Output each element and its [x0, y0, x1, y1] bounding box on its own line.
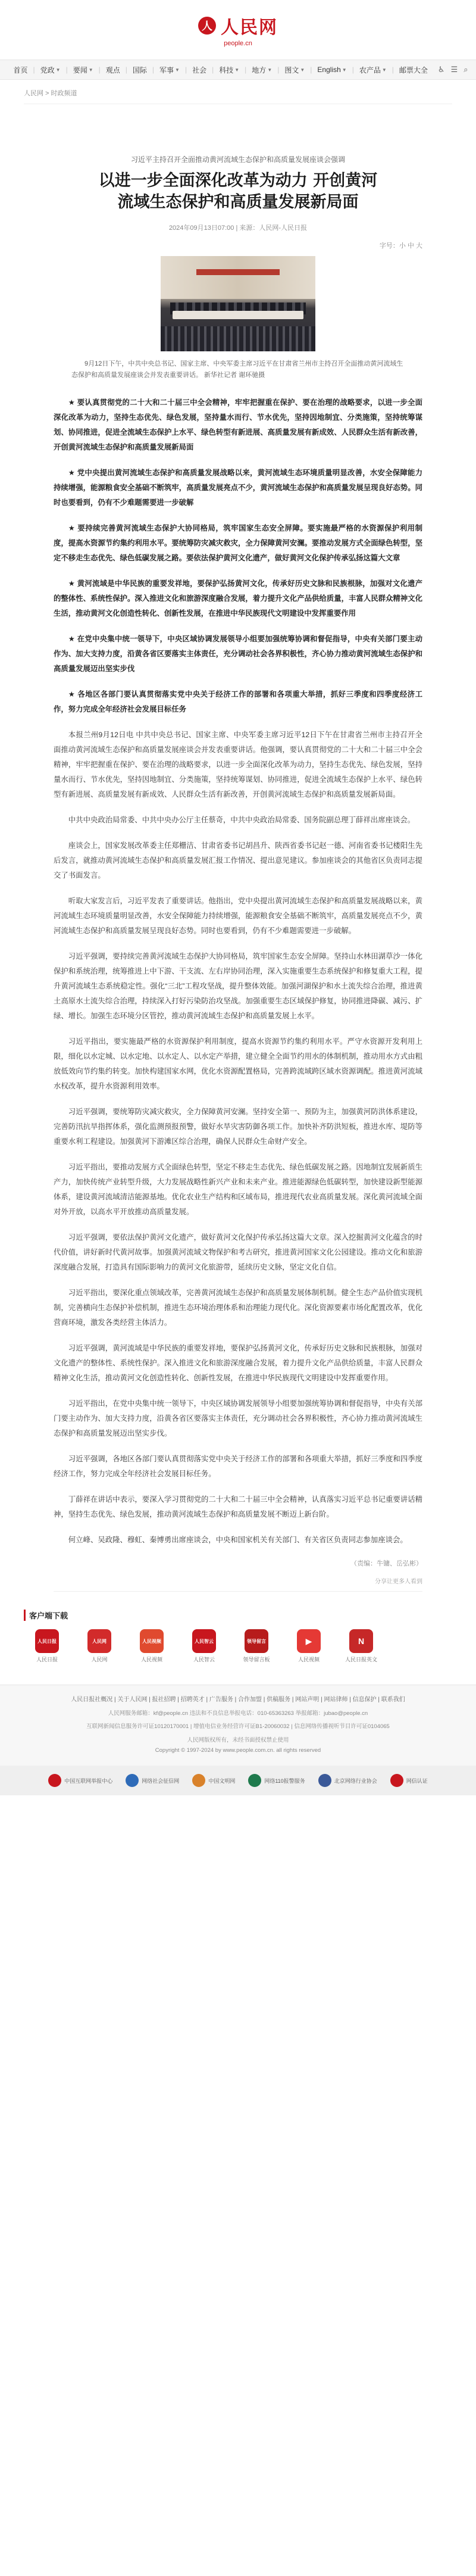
body-paragraph: 习近平指出，在党中央集中统一领导下，中央区域协调发展领导小组要加强统筹协调和督促指导，中央有关部门要主动作为、加大支持力度，沿黄各省区要落实主体责任，充分调动社会各界积极性，齐心协力推动黄河流域生态保护和高质量发展迈出坚实步伐。 — [54, 1399, 422, 1437]
body-paragraph: 习近平指出，要推动发展方式全面绿色转型，坚定不移走生态优先、绿色低碳发展之路。因地制宜发展新质生产力，加快传统产业转型升级，大力发展战略性新兴产业和未来产业。推进能源绿色低碳转型，加快建设新型能源体系，建设黄河流域清洁能源基地。优化农业生产结构和区域布局，推进现代农业高质量发展。深化黄河流域全面对外开放，以高水平开放推动高质量发展。 — [54, 1163, 422, 1216]
body-paragraph: 本报兰州9月12日电 中共中央总书记、国家主席、中央军委主席习近平12日下午在甘肃省兰州市主持召开全面推动黄河流域生态保护和高质量发展座谈会并发表重要讲话。他强调，要认真贯彻党的二十大和二十届三中全会精神，牢牢把握重在保护、要在治理的战略要求，以进一步全面深化改革为动力，坚持生态优先、绿色发展，坚持量水而行、节水优先，坚持因地制宜、分类施策，坚持统筹谋划、协同推进，促进全流域生态保护上水平、绿色转型有新进展、高质量发展有新成效、人民群众生活有新改善，开创黄河流域生态保护和高质量发展新局面。 — [54, 731, 422, 799]
body-paragraph: 习近平强调，要持续完善黄河流域生态保护大协同格局，筑牢国家生态安全屏障。坚持山水林田湖草沙一体化保护和系统治理，统筹推进上中下游、干支流、左右岸协同治理，深入实施重要生态系统保护和修复重大工程，提升黄河流域生态系统稳定性。强化“三北”工程攻坚战，提升整体效能。加强河湖保护和水土流失综合治理，推进黄土高原水土流失综合治理，持续深入打好污染防治攻坚战。加强重要生态区域保护修复，协同推进降碳、减污、扩绿、增长。加强生态环境分区管控，推动黄河流域生态保护和高质量发展上水平。 — [54, 952, 422, 1020]
app-label: 人民日报英文 — [345, 1657, 377, 1663]
body-paragraph: 习近平强调，黄河流域是中华民族的重要发祥地，要保护弘扬黄河文化，传承好历史文脉和民族根脉，加强对文化遗产的整体性、系统性保护。深入推进文化和旅游深度融合发展，着力提升文化产品供给质量，丰富人民群众精神文化生活，推动黄河文化创造性转化、创新性发展，在推进中华民族现代文明建设中发挥重要作用。 — [54, 1344, 422, 1382]
chevron-down-icon: ▼ — [267, 67, 273, 73]
nav-item[interactable]: 军事 ▼ — [159, 66, 180, 74]
footer-badge[interactable] — [48, 1774, 112, 1787]
app-download-item[interactable] — [286, 1629, 332, 1663]
nav-divider: | — [277, 66, 280, 74]
app-icon: 领导留言 — [245, 1629, 268, 1653]
nav-item[interactable]: English ▼ — [317, 66, 347, 74]
badge-emblem-icon — [318, 1774, 331, 1787]
badge-label: 北京网络行业协会 — [334, 1777, 377, 1784]
footer-badge[interactable] — [390, 1774, 428, 1787]
article-source: （责编：牛镛、岳弘彬） — [350, 1560, 422, 1567]
nav-divider: | — [352, 66, 354, 74]
body-paragraph: 习近平强调，各地区各部门要认真贯彻落实党中央关于经济工作的部署和各项重大举措，抓好三季度和四季度经济工作，努力完成全年经济社会发展目标任务。 — [54, 1455, 422, 1478]
badge-label: 中国文明网 — [208, 1777, 236, 1784]
app-download-item[interactable] — [24, 1629, 70, 1663]
chevron-down-icon: ▼ — [234, 67, 240, 73]
footer-badge[interactable] — [248, 1774, 305, 1787]
photo-audience — [161, 326, 315, 351]
breadcrumb[interactable]: 人民网 > 时政频道 — [24, 80, 452, 104]
app-icon: N — [349, 1629, 373, 1653]
footer-badge[interactable] — [192, 1774, 235, 1787]
body-paragraph: 听取大家发言后，习近平发表了重要讲话。他指出，党中央提出黄河流域生态保护和高质量发展战略以来，黄河流域生态环境质量明显改善，水安全保障能力持续增强，能源粮食安全基础不断筑牢，高质量发展亮点不少，黄河流域生态保护和高质量发展呈现良好态势。同时也要看到，仍有不少难题需要进一步破解。 — [54, 897, 422, 935]
nav-item[interactable]: 党政 ▼ — [40, 66, 61, 74]
app-label: 人民网 — [91, 1657, 108, 1663]
app-download-item[interactable] — [129, 1629, 175, 1663]
nav-item[interactable]: 社会 — [192, 66, 207, 74]
site-footer — [0, 1685, 476, 1766]
app-download-item[interactable] — [76, 1629, 123, 1663]
menu-icon[interactable]: ☰ — [450, 65, 458, 74]
badge-emblem-icon — [248, 1774, 261, 1787]
badge-emblem-icon — [48, 1774, 61, 1787]
chevron-down-icon: ▼ — [88, 67, 93, 73]
app-icon: 人民网 — [87, 1629, 111, 1653]
app-label: 人民视频 — [140, 1657, 162, 1663]
nav-divider: | — [184, 66, 187, 74]
badge-emblem-icon — [390, 1774, 403, 1787]
logo-mark-icon: 人 — [198, 17, 216, 35]
search-icon[interactable]: ⌕ — [464, 65, 468, 74]
nav-item[interactable]: 图文 ▼ — [284, 66, 305, 74]
highlight-paragraph: ★ 要认真贯彻党的二十大和二十届三中全会精神，牢牢把握重在保护、要在治理的战略要求，以进一步全面深化改革为动力，坚持生态优先、绿色发展，坚持量水而行、节水优先，坚持因地制宜、分类施策，坚持统筹谋划、协同推进，促进全流域生态保护上水平、绿色转型有新进展、高质量发展有新成效、人民群众生活有新改善，开创黄河流域生态保护和高质量发展新局面 — [54, 398, 422, 451]
nav-item[interactable]: 首页 — [13, 66, 28, 74]
app-download-item[interactable] — [338, 1629, 384, 1663]
body-paragraph: 习近平强调，要统筹防灾减灾救灾，全力保障黄河安澜。坚持安全第一、预防为主，加强黄河防洪体系建设，完善防汛抗旱指挥体系，强化监测预报预警，做好水旱灾害防御各项工作。加快补齐防洪短板，推进水库、堤防等重要水利工程建设。加强黄河下游滩区综合治理，确保人民群众生命财产安全。 — [54, 1108, 422, 1146]
highlight-paragraph: ★ 要持续完善黄河流域生态保护大协同格局，筑牢国家生态安全屏障。要实施最严格的水资源保护利用制度，提高水资源节约集约利用水平。要统筹防灾减灾救灾，全力保障黄河安澜。要推动发展方式全面绿色转型，坚定不移走生态优先、绿色低碳发展之路。要依法保护黄河文化遗产，做好黄河文化保护传承弘扬这篇大文章 — [54, 524, 422, 562]
body-paragraph: 习近平强调，要依法保护黄河文化遗产，做好黄河文化保护传承弘扬这篇大文章。深入挖掘黄河文化蕴含的时代价值，讲好新时代黄河故事。加强黄河流域文物保护和考古研究，推进黄河国家文化公园建设。推动文化和旅游深度融合发展，打造具有国际影响力的黄河文化旅游带，延续历史文脉，坚定文化自信。 — [54, 1233, 422, 1271]
footer-copyright-en: Copyright © 1997-2024 by www.people.com.cn. all rights reserved — [155, 1747, 321, 1754]
badge-label: 网络110报警服务 — [264, 1777, 305, 1784]
main-nav — [0, 60, 476, 80]
article-photo — [161, 256, 315, 351]
nav-divider: | — [245, 66, 247, 74]
nav-item[interactable]: 科技 ▼ — [219, 66, 240, 74]
body-paragraph: 中共中央政治局常委、中共中央办公厅主任蔡奇，中共中央政治局常委、国务院副总理丁薛祥出席座谈会。 — [68, 816, 415, 824]
nav-divider: | — [310, 66, 312, 74]
badge-label: 网络社会征信网 — [142, 1777, 180, 1784]
photo-caption: 9月12日下午，中共中央总书记、国家主席、中央军委主席习近平在甘肃省兰州市主持召开全面推动黄河流域生态保护和高质量发展座谈会并发表重要讲话。 新华社记者 谢环驰摄 — [71, 360, 403, 379]
body-paragraph: 丁薛祥在讲话中表示，要深入学习贯彻党的二十大和二十届三中全会精神，认真落实习近平总书记重要讲话精神，坚持生态优先、绿色发展，推动黄河流域生态保护和高质量发展不断迈上新台阶。 — [54, 1495, 422, 1518]
photo-wall — [161, 256, 315, 299]
footer-contact: 人民网服务邮箱：kf@people.cn 违法和不良信息举报电话：010-65363263 举报邮箱：jubao@people.cn — [108, 1710, 368, 1717]
photo-table — [173, 311, 303, 319]
article-title-line: 流域生态保护和高质量发展新局面 — [117, 193, 359, 211]
nav-item[interactable]: 地方 ▼ — [252, 66, 273, 74]
badge-label: 网信认证 — [406, 1777, 428, 1784]
download-title: 客户端下载 — [24, 1610, 452, 1621]
article-title-line: 以进一步全面深化改革为动力 开创黄河 — [98, 171, 378, 190]
highlight-paragraph: ★ 各地区各部门要认真贯彻落实党中央关于经济工作的部署和各项重大举措，抓好三季度和四季度经济工作，努力完成全年经济社会发展目标任务 — [54, 690, 422, 713]
body-paragraph: 座谈会上，国家发展改革委主任郑栅洁、甘肃省委书记胡昌升、陕西省委书记赵一德、河南省委书记楼阳生先后发言，就推动黄河流域生态保护和高质量发展汇报工作情况、提出意见建议。参加座谈会的其他省区负责同志提交了书面发言。 — [54, 841, 422, 880]
body-paragraph: 习近平指出，要深化重点领域改革，完善黄河流域生态保护和高质量发展体制机制。健全生态产品价值实现机制，完善横向生态保护补偿机制，推进生态环境治理体系和治理能力现代化。深化资源要素市场化配置改革，优化营商环境，激发各类经营主体活力。 — [54, 1289, 422, 1327]
share-prompt[interactable]: 分享让更多人看到 — [54, 1576, 422, 1592]
nav-divider: | — [33, 66, 35, 74]
chevron-down-icon: ▼ — [300, 67, 305, 73]
article-body — [54, 395, 422, 1548]
article — [54, 154, 422, 1592]
badge-label: 中国互联网举报中心 — [64, 1777, 113, 1784]
body-paragraph: 何立峰、吴政隆、穆虹、秦博勇出席座谈会，中央和国家机关有关部门、有关省区负责同志参加座谈会。 — [68, 1536, 408, 1544]
nav-item[interactable]: 国际 — [132, 66, 147, 74]
app-icon: 人民智云 — [192, 1629, 216, 1653]
nav-item[interactable]: 邮票大全 — [399, 66, 428, 74]
footer-badge[interactable] — [126, 1774, 179, 1787]
footer-licenses: 互联网新闻信息服务许可证10120170001 | 增值电信业务经营许可证B1-20060032 | 信息网络传播视听节目许可证0104065 — [86, 1723, 390, 1730]
body-paragraph: 习近平指出，要实施最严格的水资源保护利用制度，提高水资源节约集约利用水平。严守水资源开发利用上限，细化以水定城、以水定地、以水定人、以水定产举措，建立健全全面节约用水的体制机制，推动用水方式由粗放低效向节约集约转变。加快构建国家水网，优化水资源配置格局，完善跨流域跨区域水资源调配。推进黄河流域水权改革，提升水资源利用效率。 — [54, 1037, 422, 1090]
app-label: 人民日报 — [36, 1657, 58, 1663]
article-title — [54, 170, 422, 213]
nav-item[interactable]: 要闻 ▼ — [73, 66, 93, 74]
badge-emblem-icon — [126, 1774, 139, 1787]
logo-domain: people.cn — [224, 40, 252, 47]
app-icon: 人民日报 — [35, 1629, 59, 1653]
app-label: 人民视频 — [298, 1657, 320, 1663]
logo-name: 人民网 — [221, 17, 278, 38]
nav-item[interactable]: 观点 — [105, 66, 120, 74]
app-label: 领导留言板 — [243, 1657, 270, 1663]
badge-emblem-icon — [192, 1774, 205, 1787]
nav-divider: | — [98, 66, 101, 74]
app-label: 人民智云 — [193, 1657, 215, 1663]
photo-banner — [196, 269, 280, 275]
article-meta: 2024年09月13日07:00 | 来源：人民网-人民日报 — [168, 224, 308, 232]
nav-item[interactable]: 农产品 ▼ — [359, 66, 387, 74]
chevron-down-icon: ▼ — [175, 67, 180, 73]
article-pretitle: 习近平主持召开全面推动黄河流域生态保护和高质量发展座谈会强调 — [130, 155, 345, 164]
chevron-down-icon: ▼ — [381, 67, 387, 73]
chevron-down-icon: ▼ — [342, 67, 347, 73]
nav-divider: | — [152, 66, 155, 74]
font-size-control[interactable]: 字号：小 中 大 — [379, 242, 422, 250]
site-logo[interactable] — [198, 13, 278, 47]
app-list — [24, 1629, 452, 1663]
nav-divider: | — [392, 66, 394, 74]
footer-badge[interactable] — [318, 1774, 377, 1787]
nav-divider: | — [65, 66, 68, 74]
app-icon: ▶ — [297, 1629, 321, 1653]
accessibility-icon[interactable]: ♿ — [437, 65, 445, 74]
app-icon: 人民视频 — [140, 1629, 164, 1653]
highlight-paragraph: ★ 党中央提出黄河流域生态保护和高质量发展战略以来，黄河流域生态环境质量明显改善，水安全保障能力持续增强，能源粮食安全基础不断筑牢，高质量发展亮点不少，黄河流域生态保护和高质量发展呈现良好态势。同时也要看到，仍有不少难题需要进一步破解 — [54, 469, 422, 507]
footer-copyright: 人民网版权所有，未经书面授权禁止使用 — [187, 1737, 289, 1744]
footer-badges — [0, 1766, 476, 1795]
nav-divider: | — [212, 66, 214, 74]
app-download — [24, 1610, 452, 1663]
highlight-paragraph: ★ 黄河流域是中华民族的重要发祥地，要保护弘扬黄河文化，传承好历史文脉和民族根脉，加强对文化遗产的整体性、系统性保护。深入推进文化和旅游深度融合发展，着力提升文化产品供给质量，丰富人民群众精神文化生活，推动黄河文化创造性转化、创新性发展，在推进中华民族现代文明建设中发挥重要作用 — [54, 579, 422, 618]
chevron-down-icon: ▼ — [55, 67, 61, 73]
site-header — [0, 0, 476, 60]
app-download-item[interactable] — [233, 1629, 280, 1663]
highlight-paragraph: ★ 在党中央集中统一领导下，中央区域协调发展领导小组要加强统筹协调和督促指导，中央有关部门要主动作为、加大支持力度，沿黄各省区要落实主体责任，充分调动社会各界积极性，齐心协力推动黄河流域生态保护和高质量发展迈出坚实步伐 — [54, 635, 422, 673]
nav-divider: | — [125, 66, 127, 74]
footer-links[interactable]: 人民日报社概况 | 关于人民网 | 报社招聘 | 招聘英才 | 广告服务 | 合作加盟 | 供稿服务 | 网站声明 | 网站律师 | 信息保护 | 联系我们 — [71, 1696, 405, 1703]
app-download-item[interactable] — [181, 1629, 227, 1663]
